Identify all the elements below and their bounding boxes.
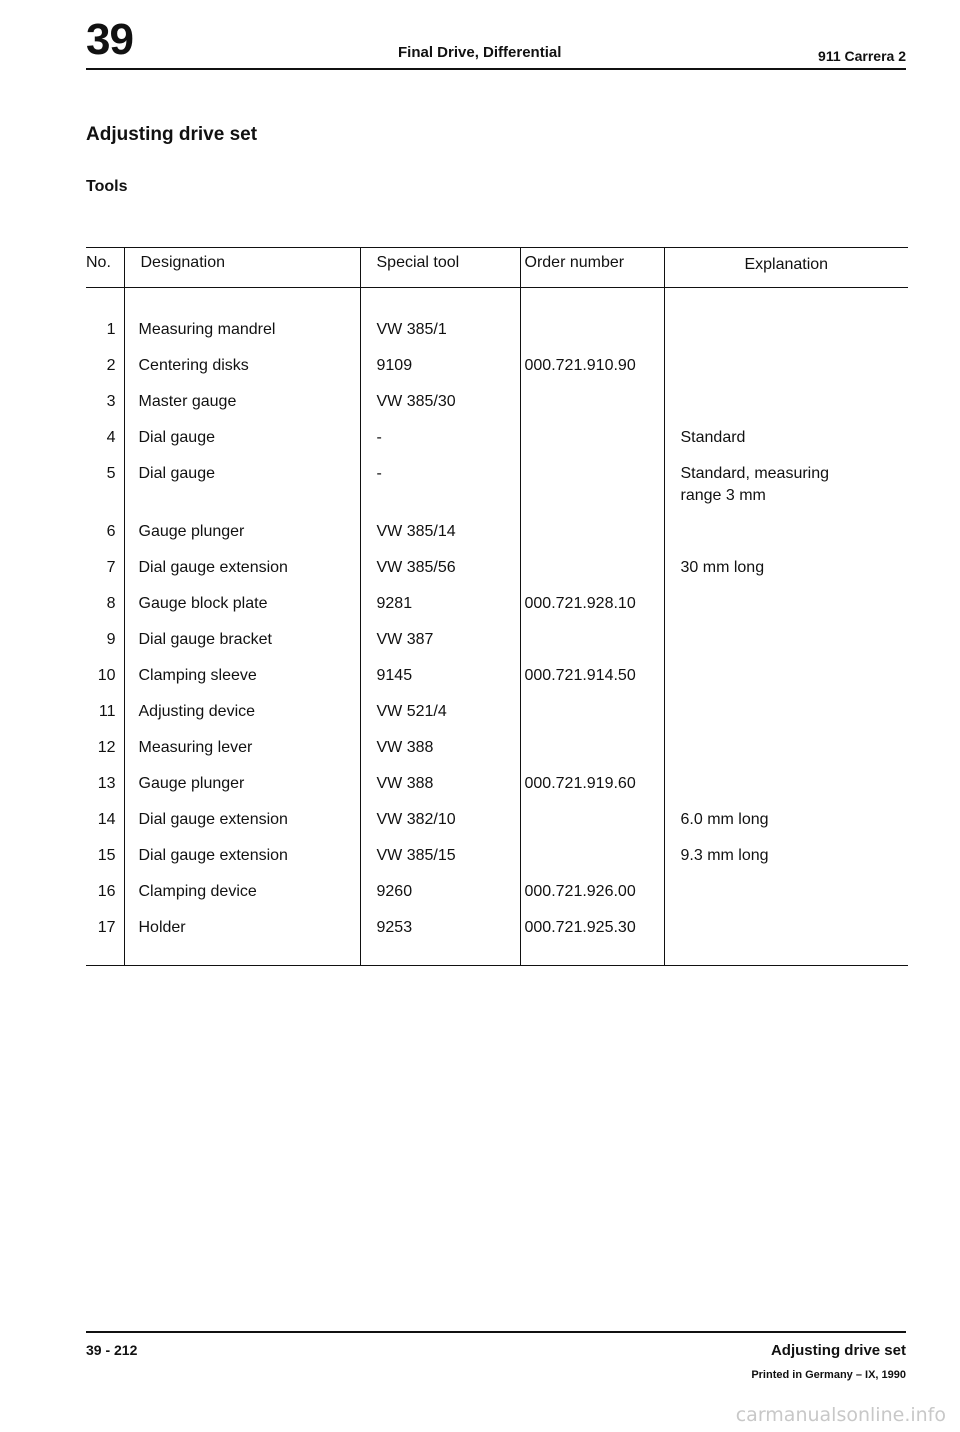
row-order-number — [520, 629, 664, 665]
row-special-tool: VW 385/15 — [360, 845, 520, 881]
row-order-number — [520, 288, 664, 355]
header-special-tool: Special tool — [360, 248, 520, 288]
footer-title: Adjusting drive set — [770, 1342, 906, 1359]
row-designation: Clamping sleeve — [124, 665, 360, 701]
row-explanation — [664, 391, 908, 427]
row-designation: Gauge plunger — [124, 773, 360, 809]
chapter-title: Final Drive, Differential — [398, 44, 562, 61]
row-explanation: 9.3 mm long — [680, 846, 769, 864]
section-title: Adjusting drive set — [86, 124, 258, 145]
table-row — [86, 557, 908, 593]
page-number: 39 - 212 — [86, 1342, 138, 1358]
row-no: 3 — [86, 391, 124, 427]
row-special-tool: - — [360, 427, 520, 463]
footer-rule — [86, 1331, 906, 1333]
tools-table — [86, 247, 908, 966]
row-special-tool: 9253 — [360, 917, 520, 966]
model-name: 911 Carrera 2 — [818, 48, 906, 64]
table-row — [86, 629, 908, 665]
table-row — [86, 773, 908, 809]
row-order-number: 000.721.926.00 — [520, 881, 664, 917]
header-rule — [86, 68, 906, 70]
row-designation: Measuring mandrel — [124, 288, 360, 355]
row-explanation: Standard — [680, 428, 746, 446]
row-designation: Holder — [124, 917, 360, 966]
header-no: No. — [86, 248, 124, 288]
row-no: 17 — [86, 917, 124, 966]
row-no: 2 — [86, 355, 124, 391]
row-no: 1 — [86, 288, 124, 355]
table-row — [86, 391, 908, 427]
table-row — [86, 593, 908, 629]
row-explanation — [664, 593, 908, 629]
table-row — [86, 737, 908, 773]
row-special-tool: - — [360, 463, 520, 521]
row-explanation — [664, 521, 908, 557]
row-order-number — [520, 737, 664, 773]
table-header-row — [86, 248, 908, 288]
row-designation: Centering disks — [124, 355, 360, 391]
row-special-tool: VW 385/14 — [360, 521, 520, 557]
row-no: 9 — [86, 629, 124, 665]
table-row — [86, 463, 908, 521]
chapter-number: 39 — [86, 15, 133, 64]
row-no: 12 — [86, 737, 124, 773]
table-row — [86, 917, 908, 966]
row-order-number: 000.721.910.90 — [520, 355, 664, 391]
row-special-tool: VW 388 — [360, 737, 520, 773]
row-special-tool: VW 387 — [360, 629, 520, 665]
row-designation: Master gauge — [124, 391, 360, 427]
row-explanation — [664, 463, 908, 521]
row-special-tool: 9109 — [360, 355, 520, 391]
row-order-number: 000.721.914.50 — [520, 665, 664, 701]
row-designation: Dial gauge bracket — [124, 629, 360, 665]
row-explanation — [664, 665, 908, 701]
section-subtitle: Tools — [86, 178, 128, 195]
row-order-number — [520, 391, 664, 427]
row-explanation: 6.0 mm long — [680, 810, 769, 828]
row-designation: Gauge plunger — [124, 521, 360, 557]
row-designation: Dial gauge extension — [124, 557, 360, 593]
row-explanation — [664, 881, 908, 917]
row-special-tool: VW 385/56 — [360, 557, 520, 593]
row-order-number — [520, 809, 664, 845]
table-row — [86, 355, 908, 391]
header-designation: Designation — [124, 248, 360, 288]
row-special-tool: VW 385/30 — [360, 391, 520, 427]
row-no: 11 — [86, 701, 124, 737]
row-no: 8 — [86, 593, 124, 629]
row-no: 13 — [86, 773, 124, 809]
row-designation: Adjusting device — [124, 701, 360, 737]
row-no: 6 — [86, 521, 124, 557]
printed-note: Printed in Germany – IX, 1990 — [751, 1369, 906, 1381]
table-row — [86, 665, 908, 701]
explanation-line-2: range 3 mm — [680, 486, 766, 504]
row-order-number — [520, 557, 664, 593]
table-row — [86, 881, 908, 917]
row-designation: Gauge block plate — [124, 593, 360, 629]
row-no: 7 — [86, 557, 124, 593]
table-row — [86, 809, 908, 845]
row-no: 14 — [86, 809, 124, 845]
row-no: 10 — [86, 665, 124, 701]
row-order-number — [520, 845, 664, 881]
table-row — [86, 427, 908, 463]
row-designation: Dial gauge — [124, 427, 360, 463]
table-row — [86, 845, 908, 881]
row-order-number — [520, 701, 664, 737]
row-special-tool: 9145 — [360, 665, 520, 701]
row-designation: Clamping device — [124, 881, 360, 917]
row-order-number — [520, 463, 664, 521]
header-explanation: Explanation — [664, 248, 908, 288]
row-explanation — [664, 773, 908, 809]
row-explanation — [664, 701, 908, 737]
watermark: carmanualsonline.info — [735, 1404, 946, 1426]
row-no: 4 — [86, 427, 124, 463]
table-row — [86, 288, 908, 355]
table-row — [86, 521, 908, 557]
row-order-number: 000.721.928.10 — [520, 593, 664, 629]
explanation-line-1: Standard, measuring — [680, 464, 830, 482]
row-designation: Dial gauge — [124, 463, 360, 521]
row-special-tool: VW 521/4 — [360, 701, 520, 737]
row-explanation — [664, 737, 908, 773]
row-order-number: 000.721.919.60 — [520, 773, 664, 809]
row-explanation — [664, 917, 908, 966]
row-special-tool: 9260 — [360, 881, 520, 917]
row-special-tool: VW 388 — [360, 773, 520, 809]
row-no: 16 — [86, 881, 124, 917]
table-row — [86, 701, 908, 737]
row-designation: Dial gauge extension — [124, 845, 360, 881]
row-special-tool: VW 385/1 — [360, 288, 520, 355]
row-no: 5 — [86, 463, 124, 521]
header-order-number: Order number — [520, 248, 664, 288]
row-explanation: 30 mm long — [680, 558, 765, 576]
row-order-number — [520, 521, 664, 557]
row-special-tool: VW 382/10 — [360, 809, 520, 845]
row-order-number: 000.721.925.30 — [520, 917, 664, 966]
row-explanation — [664, 355, 908, 391]
row-no: 15 — [86, 845, 124, 881]
row-special-tool: 9281 — [360, 593, 520, 629]
row-designation: Dial gauge extension — [124, 809, 360, 845]
row-order-number — [520, 427, 664, 463]
row-designation: Measuring lever — [124, 737, 360, 773]
row-explanation — [664, 629, 908, 665]
row-explanation — [664, 288, 908, 355]
